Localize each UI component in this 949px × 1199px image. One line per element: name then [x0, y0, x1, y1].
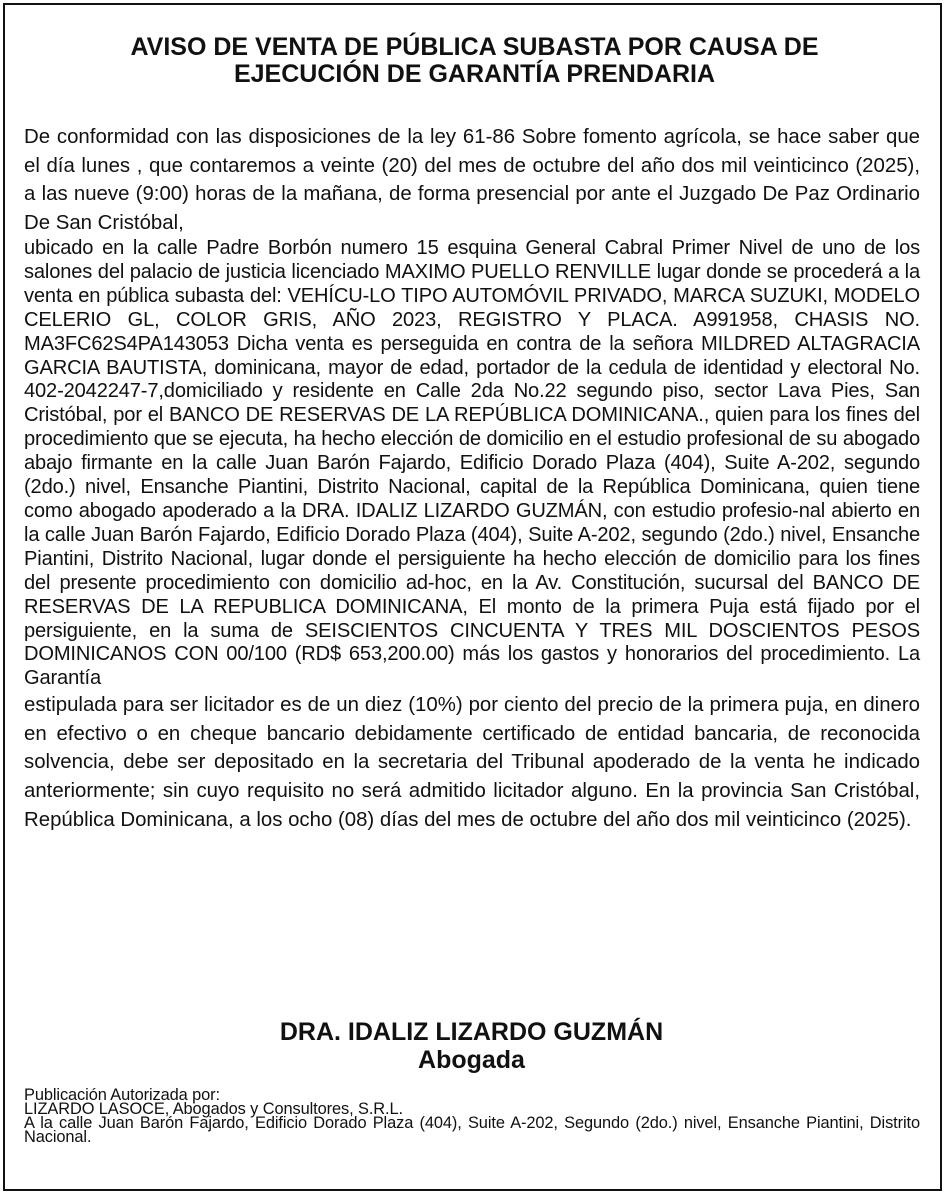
- signer-title: Abogada: [418, 1046, 525, 1074]
- footer-firm-name: LIZARDO LASOCE, Abogados y Consultores, S.R.L.: [24, 1100, 403, 1118]
- publication-footer: [24, 1088, 920, 1144]
- notice-title: [20, 34, 929, 88]
- signer-name: DRA. IDALIZ LIZARDO GUZMÁN: [279, 1018, 664, 1046]
- footer-firm-address: A la calle Juan Barón Fajardo, Edificio Dorado Plaza (404), Suite A-202, Segundo (2do.) nivel, Ensanche Piantini, Distrito Nacional.: [24, 1114, 920, 1146]
- notice-body: [24, 123, 920, 834]
- notice-body-part-2: ubicado en la calle Padre Borbón numero 15 esquina General Cabral Primer Nivel de uno de los salones del palacio de justicia licenciado MAXIMO PUELLO RENVILLE lugar donde se procederá a la venta en pública subasta del: VEHÍCU-LO TIPO AUTOMÓVIL PRIVADO, MARCA SUZUKI, MODELO CELERIO GL, COLOR GRIS, AÑO 2023, REGISTRO Y PLACA. A991958, CHASIS NO. MA3FC62S4PA143053 Dicha venta es perseguida en contra de la señora MILDRED ALTAGRACIA GARCIA BAUTISTA, dominicana, mayor de edad, portador de la cedula de identidad y electoral No. 402-2042247-7,domiciliado y residente en Calle 2da No.22 segundo piso, sector Lava Pies, San Cristóbal, por el BANCO DE RESERVAS DE LA REPÚBLICA DOMINICANA., quien para los fines del procedimiento que se ejecuta, ha hecho elección de domicilio en el estudio profesional de su abogado abajo firmante en la calle Juan Barón Fajardo, Edificio Dorado Plaza (404), Suite A-202, segundo (2do.) nivel, Ensanche Piantini, Distrito Nacional, capital de la República Dominicana, quien tiene como abogado apoderado a la DRA. IDALIZ LIZARDO GUZMÁN, con estudio profesio-nal abierto en la calle Juan Barón Fajardo, Edificio Dorado Plaza (404), Suite A-202, segundo (2do.) nivel, Ensanche Piantini, Distrito Nacional, lugar donde el persiguiente ha hecho elección de domicilio para los fines del presente procedimiento con domicilio ad-hoc, en la Av. Constitución, sucursal del BANCO DE RESERVAS DE LA REPUBLICA DOMINICANA, El monto de la primera Puja está fijado por el persiguiente, en la suma de SEISCIENTOS CINCUENTA Y TRES MIL DOSCIENTOS PESOS DOMINICANOS CON 00/100 (RD$ 653,200.00) más los gastos y honorarios del procedimiento. La Garantía: [24, 237, 920, 690]
- notice-body-part-1: De conformidad con las disposiciones de la ley 61-86 Sobre fomento agrícola, se hace saber que el día lunes , que contaremos a veinte (20) del mes de octubre del año dos mil veinticinco (2025), a las nueve (9:00) horas de la mañana, de forma presencial por ante el Juzgado De Paz Ordinario De San Cristóbal,: [24, 126, 920, 234]
- notice-title-line-2: EJECUCIÓN DE GARANTÍA PRENDARIA: [233, 60, 716, 88]
- signature-block: [0, 1018, 943, 1074]
- notice-title-line-1: AVISO DE VENTA DE PÚBLICA SUBASTA POR CAUSA DE: [130, 33, 819, 61]
- notice-body-part-3: estipulada para ser licitador es de un diez (10%) por ciento del precio de la primera puja, en dinero en efectivo o en cheque bancario debidamente certificado de entidad bancaria, de reconocida solvencia, debe ser depositado en la secretaria del Tribunal apoderado de la venta he indicado anteriormente; sin cuyo requisito no será admitido licitador alguno. En la provincia San Cristóbal, República Dominicana, a los ocho (08) días del mes de octubre del año dos mil veinticinco (2025).: [24, 694, 920, 831]
- footer-authorized-by: Publicación Autorizada por:: [24, 1086, 220, 1104]
